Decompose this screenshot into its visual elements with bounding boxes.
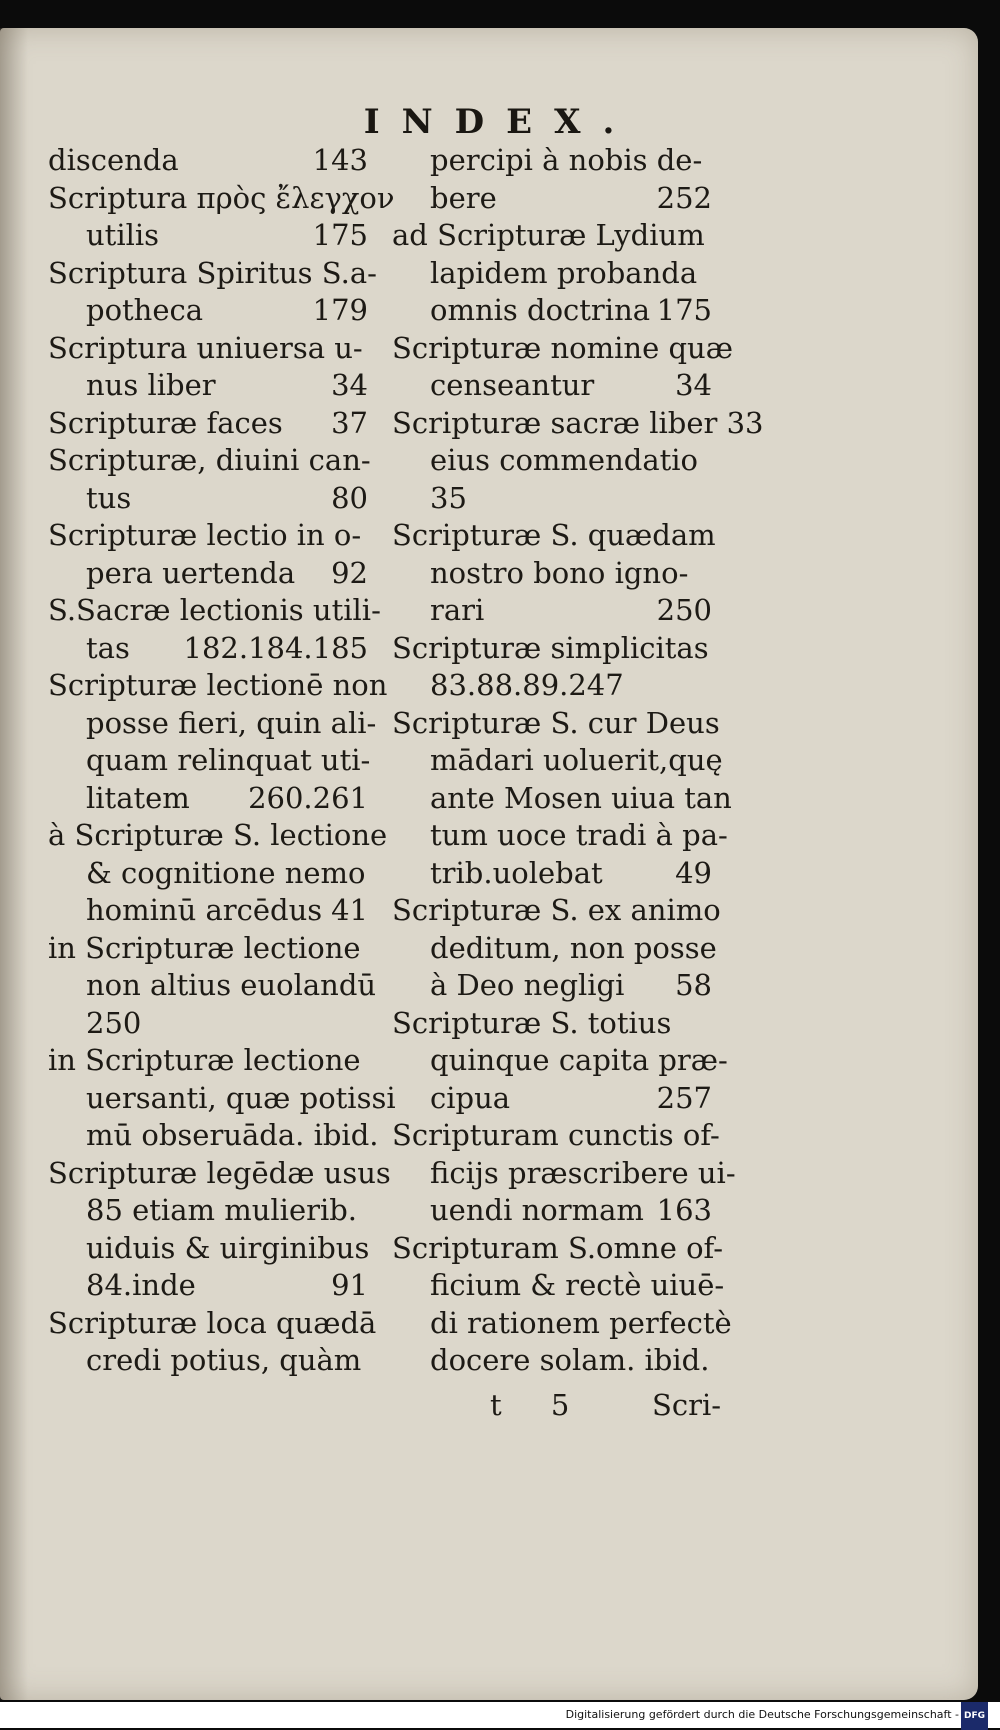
index-line-text: percipi à nobis de- bbox=[430, 143, 703, 177]
index-line bbox=[48, 217, 368, 255]
index-line-text: deditum, non posse bbox=[430, 930, 717, 965]
index-line-text: Scriptura Spiritus S.a- bbox=[48, 255, 377, 290]
index-entry bbox=[392, 330, 733, 405]
index-page-ref: 80 bbox=[331, 480, 368, 515]
index-entry bbox=[392, 405, 764, 518]
index-line bbox=[48, 1267, 368, 1305]
index-entry bbox=[48, 1305, 377, 1380]
index-line bbox=[392, 1005, 712, 1043]
index-line-text: non altius euolandū bbox=[86, 968, 377, 1002]
index-page-ref: 250 bbox=[656, 593, 712, 627]
index-line bbox=[48, 292, 368, 330]
index-line bbox=[392, 930, 717, 968]
index-line-text: litatem bbox=[86, 780, 190, 815]
index-line bbox=[392, 1042, 728, 1080]
index-line-text: Scriptura uniuersa u- bbox=[48, 330, 363, 365]
index-line bbox=[48, 1080, 396, 1118]
index-line bbox=[48, 892, 368, 930]
index-page-ref: 49 bbox=[675, 855, 712, 890]
index-line bbox=[392, 817, 728, 855]
index-line bbox=[392, 405, 764, 443]
index-line-text: Scripturæ legēdæ usus bbox=[48, 1155, 391, 1190]
index-entry bbox=[392, 217, 712, 330]
index-line-text: Scripturæ lectio in o- bbox=[48, 518, 362, 552]
catchword: Scri- bbox=[652, 1388, 722, 1422]
index-page-ref: 175 bbox=[312, 218, 368, 252]
index-entry bbox=[392, 1117, 736, 1230]
index-line-text: ad Scripturæ Lydium bbox=[392, 218, 705, 252]
index-line bbox=[48, 405, 368, 443]
index-page-ref: 143 bbox=[312, 143, 368, 177]
index-entry bbox=[392, 630, 712, 705]
index-line-text: uiduis & uirginibus bbox=[86, 1230, 370, 1265]
index-page-ref: 252 bbox=[656, 180, 712, 215]
index-line bbox=[392, 142, 712, 180]
digitization-credit bbox=[0, 1702, 1000, 1728]
index-entry bbox=[392, 517, 716, 630]
index-line-text: S.Sacræ lectionis utili- bbox=[48, 593, 381, 627]
index-line bbox=[48, 1342, 368, 1380]
index-line-text: 83.88.89.247 bbox=[430, 668, 624, 702]
index-line bbox=[48, 1042, 368, 1080]
index-line-text: quam relinquat uti- bbox=[86, 743, 371, 777]
index-line bbox=[392, 292, 712, 330]
index-page-ref: 34 bbox=[675, 368, 712, 402]
index-line bbox=[392, 367, 712, 405]
index-entry bbox=[48, 930, 377, 1043]
index-line bbox=[392, 667, 712, 705]
index-line bbox=[392, 480, 712, 518]
index-line bbox=[392, 705, 720, 743]
index-line bbox=[48, 1117, 379, 1155]
index-line bbox=[392, 1230, 724, 1268]
index-line-text: quinque capita præ- bbox=[430, 1043, 728, 1077]
index-line bbox=[48, 817, 388, 855]
index-line-text: di rationem perfectè bbox=[430, 1305, 732, 1340]
index-line bbox=[48, 255, 377, 293]
index-line bbox=[392, 217, 712, 255]
index-line-text: & cognitione nemo bbox=[86, 855, 366, 890]
index-entry bbox=[48, 1042, 396, 1155]
index-line-text: 84.inde bbox=[86, 1268, 196, 1302]
index-left-column bbox=[48, 142, 396, 1380]
index-line-text: rari bbox=[430, 593, 485, 627]
index-line-text: Scripturæ S. quædam bbox=[392, 518, 716, 552]
index-entry bbox=[48, 442, 371, 517]
index-line-text: discenda bbox=[48, 143, 179, 177]
index-line-text: tum uoce tradi à pa- bbox=[430, 818, 728, 852]
index-line bbox=[48, 930, 368, 968]
index-line-text: Scriptura πρὸς ἔλεγχον bbox=[48, 180, 395, 215]
index-entry bbox=[48, 142, 368, 180]
index-line-text: ante Mosen uiua tan bbox=[430, 780, 732, 815]
index-entry bbox=[48, 517, 368, 592]
index-line bbox=[48, 855, 368, 893]
index-entry bbox=[48, 592, 381, 667]
index-line-text: in Scripturæ lectione bbox=[48, 1043, 361, 1077]
index-line-text: in Scripturæ lectione bbox=[48, 930, 361, 965]
index-line-text: lapidem probanda bbox=[430, 255, 698, 290]
index-line bbox=[48, 1005, 368, 1043]
index-entry bbox=[392, 142, 712, 217]
page-signature bbox=[490, 1388, 722, 1422]
index-line bbox=[48, 1192, 368, 1230]
index-line bbox=[48, 330, 368, 368]
running-head: INDEX. bbox=[363, 102, 637, 142]
index-entry bbox=[48, 180, 395, 255]
index-page-ref: 34 bbox=[331, 368, 368, 402]
index-line-text: Scripturæ, diuini can- bbox=[48, 443, 371, 477]
index-line bbox=[48, 517, 368, 555]
index-line bbox=[48, 742, 371, 780]
index-line bbox=[48, 592, 381, 630]
index-line-text: Scripturæ nomine quæ bbox=[392, 330, 733, 365]
index-line bbox=[48, 1305, 377, 1343]
index-line bbox=[48, 442, 371, 480]
index-line-text: Scripturæ lectionē non bbox=[48, 668, 388, 702]
index-page-ref: 179 bbox=[312, 293, 368, 327]
index-entry bbox=[392, 705, 732, 893]
index-line-text: mū obseruāda. ibid. bbox=[86, 1118, 379, 1152]
index-line-text: cipua bbox=[430, 1080, 511, 1115]
index-line-text: Scripturæ loca quædā bbox=[48, 1305, 377, 1340]
index-line bbox=[392, 630, 712, 668]
index-line bbox=[48, 780, 368, 818]
index-page-ref: 175 bbox=[656, 293, 712, 327]
index-entry bbox=[48, 255, 377, 330]
index-page-ref: 163 bbox=[656, 1193, 712, 1227]
index-line-text: Scripturæ sacræ liber 33 bbox=[392, 405, 764, 440]
index-entry bbox=[392, 1230, 732, 1380]
index-line bbox=[48, 1230, 368, 1268]
index-line bbox=[392, 517, 716, 555]
index-line-text: Scripturæ simplicitas bbox=[392, 630, 709, 665]
index-line bbox=[392, 330, 733, 368]
index-entry bbox=[48, 330, 368, 405]
index-line bbox=[48, 367, 368, 405]
index-line-text: bere bbox=[430, 180, 497, 215]
index-line-text: ficijs præscribere ui- bbox=[430, 1155, 736, 1190]
index-line bbox=[392, 442, 712, 480]
index-line-text: mādari uoluerit,quę bbox=[430, 743, 723, 777]
index-page-ref: 58 bbox=[675, 968, 712, 1002]
index-page-ref: 37 bbox=[331, 405, 368, 440]
index-line-text: Scripturæ S. totius bbox=[392, 1005, 672, 1040]
index-line-text: uendi normam bbox=[430, 1193, 644, 1227]
index-line bbox=[48, 555, 368, 593]
index-line bbox=[48, 480, 368, 518]
index-line-text: nus liber bbox=[86, 368, 216, 402]
index-line-text: omnis doctrina bbox=[430, 293, 651, 327]
index-line-text: Scripturam cunctis of- bbox=[392, 1118, 720, 1152]
signature-number: 5 bbox=[550, 1388, 570, 1422]
index-line-text: eius commendatio bbox=[430, 443, 698, 477]
index-line bbox=[392, 1267, 725, 1305]
index-line-text: Scripturam S.omne of- bbox=[392, 1230, 724, 1265]
index-line bbox=[48, 180, 395, 218]
index-page-ref: 92 bbox=[331, 555, 368, 590]
index-line-text: pera uertenda bbox=[86, 555, 296, 590]
index-line bbox=[392, 1155, 736, 1193]
index-line bbox=[392, 1192, 712, 1230]
index-line-text: 250 bbox=[86, 1005, 142, 1040]
index-line-text: à Deo negligi bbox=[430, 968, 625, 1002]
index-entry bbox=[48, 667, 388, 817]
index-line-text: censeantur bbox=[430, 368, 595, 402]
index-line bbox=[392, 892, 721, 930]
index-line-text: trib.uolebat bbox=[430, 855, 603, 890]
index-page-ref: 257 bbox=[656, 1080, 712, 1115]
dfg-logo: DFG bbox=[961, 1702, 988, 1730]
index-entry bbox=[48, 1155, 391, 1305]
index-line-text: tus bbox=[86, 480, 132, 515]
index-line-text: Scripturæ S. ex animo bbox=[392, 893, 721, 927]
index-line-text: utilis bbox=[86, 218, 160, 252]
index-line bbox=[392, 780, 732, 818]
index-line bbox=[392, 1117, 720, 1155]
index-entry bbox=[392, 1005, 728, 1118]
index-line bbox=[392, 1342, 712, 1380]
index-line-text: hominū arcēdus bbox=[86, 893, 323, 927]
index-line bbox=[48, 630, 368, 668]
index-line-text: Scripturæ S. cur Deus bbox=[392, 705, 720, 740]
index-line-text: tas bbox=[86, 630, 130, 665]
index-line-text: nostro bono igno- bbox=[430, 555, 689, 590]
signature-letter: t bbox=[490, 1388, 502, 1422]
index-entry bbox=[48, 405, 368, 443]
credit-text: Digitalisierung gefördert durch die Deutsche Forschungsgemeinschaft - bbox=[565, 1708, 959, 1721]
index-page-ref: 41 bbox=[331, 893, 368, 927]
index-entry bbox=[48, 817, 388, 930]
index-line bbox=[392, 967, 712, 1005]
index-line bbox=[392, 1080, 712, 1118]
index-right-column bbox=[392, 142, 764, 1380]
index-line-text: 85 etiam mulierib. bbox=[86, 1193, 358, 1227]
index-line bbox=[48, 667, 388, 705]
index-line-text: 35 bbox=[430, 480, 467, 515]
index-line bbox=[392, 255, 712, 293]
index-page-ref: 182.184.185 bbox=[183, 630, 368, 665]
index-line bbox=[392, 855, 712, 893]
index-line bbox=[392, 555, 712, 593]
index-page-ref: 91 bbox=[331, 1268, 368, 1302]
index-line-text: credi potius, quàm bbox=[86, 1343, 362, 1377]
index-line-text: docere solam. ibid. bbox=[430, 1343, 710, 1377]
index-line-text: posse fieri, quin ali- bbox=[86, 705, 377, 740]
index-line-text: à Scripturæ S. lectione bbox=[48, 818, 388, 852]
index-line bbox=[48, 1155, 391, 1193]
index-entry bbox=[392, 892, 721, 1005]
index-line bbox=[392, 180, 712, 218]
index-line bbox=[48, 142, 368, 180]
index-line bbox=[48, 705, 377, 743]
index-line-text: uersanti, quæ potissi bbox=[86, 1080, 396, 1115]
index-line bbox=[392, 742, 723, 780]
index-line-text: ficium & rectè uiuē- bbox=[430, 1268, 725, 1302]
index-line bbox=[392, 592, 712, 630]
index-page-ref: 260.261 bbox=[248, 780, 368, 815]
index-line bbox=[48, 967, 377, 1005]
index-line bbox=[392, 1305, 732, 1343]
index-line-text: potheca bbox=[86, 293, 204, 327]
index-line-text: Scripturæ faces bbox=[48, 405, 283, 440]
